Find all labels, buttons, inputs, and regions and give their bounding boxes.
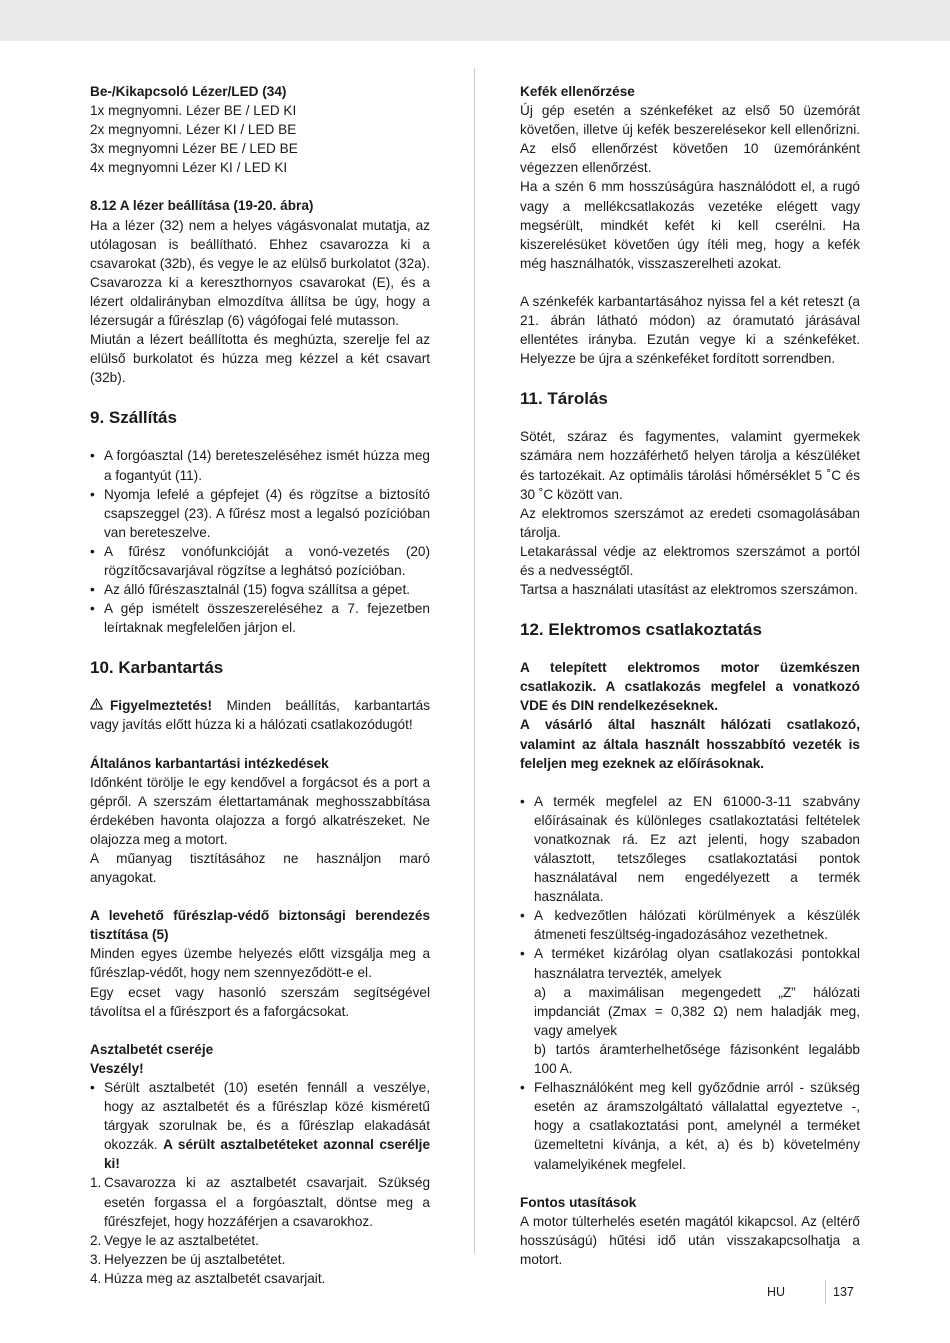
list-item [90,1078,430,1173]
brush-check-paragraph: Új gép esetén a szénkeféket az első 50 üzemórát követően, illetve új kefék beszerelésekor kell ellenőrizni. Az első ellenőrzést követően 10 üzemóránként végezzen ellenőrzést. [520,103,860,176]
list-item: • Az álló fűrészasztalnál (15) fogva szállítsa a gépet. [90,580,430,599]
storage-paragraph: Az elektromos szerszámot az eredeti csomagolásában tárolja. [520,505,860,540]
brush-check-title: Kefék ellenőrzése [520,84,635,99]
step-text: Helyezzen be új asztalbetétet. [104,1251,286,1267]
step-number: 4. [90,1270,102,1286]
brush-check-paragraph: A szénkefék karbantartásához nyissa fel a két reteszt (a 21. ábrán látható módon) az óramutató járásával ellentétes irányba. Ezután vegye ki a szénkeféket. Helyezze be újra a szénkeféket fordított sorrendben. [520,293,860,367]
electrical-bold-paragraph: A telepített elektromos motor üzemkészen csatlakozik. A csatlakozás megfelel a vonatkozó VDE és DIN rendelkezéseknek. [520,660,860,714]
warning-triangle-icon [90,696,104,715]
step-text: Vegye le az asztalbetétet. [104,1232,259,1248]
important-notes-title: Fontos utasítások [520,1194,637,1210]
electrical-list [520,792,860,1174]
danger-label: Veszély! [90,1060,144,1076]
guard-cleaning-paragraph: Minden egyes üzembe helyezés előtt vizsgálja meg a fűrészlap-védőt, hogy nem szennyeződött-e el. [90,946,430,981]
guard-cleaning-title: A levehető fűrészlap-védő biztonsági berendezés tisztítása (5) [90,908,430,943]
general-maintenance-title: Általános karbantartási intézkedések [90,755,329,771]
step-number: 3. [90,1251,102,1267]
list-item: • A gép ismételt összeszereléséhez a 7. fejezetben leírtaknak megfelelően járjon el. [90,599,430,637]
list-item: • A fűrész vonófunkcióját a vonó-vezetés (20) rögzítőcsavarjával rögzítse a leghátsó pozícióban. [90,542,430,580]
step-number: 2. [90,1232,102,1248]
step-item [90,1250,430,1269]
insert-warning-text: Sérült asztalbetét (10) esetén fennáll a veszélye, hogy az asztalbetét és a fűrészlap közé kisméretű tárgyak szorulnak be, és a fűrészlap elakadását okozzák. [104,1079,430,1153]
warning-paragraph [90,696,430,734]
list-item: • A forgóasztal (14) bereteszeléséhez ismét húzza meg a fogantyút (11). [90,446,430,484]
list-item: • Felhasználóként meg kell győződnie arról - szükség esetén az áramszolgáltató vállalattal egyeztetve -, hogy a csatlakoztatási pont, amelynél a terméket üzemeltetni kívánja, a két, a) és b) követelmény valamelyikének megfelel. [520,1078,860,1173]
laser-line: 4x megnyomni Lézer KI / LED KI [90,160,288,176]
guard-cleaning-paragraph: Egy ecset vagy hasonló szerszám segítségével távolítsa el a fűrészport és a faforgácsokat. [90,984,430,1019]
step-item [90,1269,430,1288]
table-insert-warning-list [90,1078,430,1173]
transport-list [90,446,430,637]
storage-paragraph: Letakarással védje az elektromos szerszámot a portól és a nedvességtől. [520,543,860,578]
step-item [90,1173,430,1230]
list-item [520,944,860,1078]
left-column [90,82,430,1288]
warning-text: Minden beállítás, karbantartás vagy javítás előtt húzza ki a hálózati csatlakozódugót! [90,698,430,733]
list-item: • A kedvezőtlen hálózati körülmények a készülék átmeneti feszültség-ingadozásához vezethetnek. [520,906,860,944]
insert-warning-bold: A sérült asztalbetéteket azonnal cserélje ki! [104,1137,430,1172]
laser-adjust-paragraph: Ha a lézer (32) nem a helyes vágásvonalat mutatja, az utólagosan is beállítható. Ehhez csavarozza ki a csavarokat (32b), és vegye le az elülső burkolatot (32a). Csavarozza ki a kereszthornyos csavarokat (E), és a lézert oldalirányban elmozdítva állítsa be úgy, hogy a lézersugár a fűrészlap (6) vágófogai felé mutasson. [90,217,430,329]
footer-separator [825,1280,826,1304]
list-item-sub-a: a) a maximálisan megengedett „Z” hálózati impdanciát (Zmax = 0,382 Ω) nem haladják meg, vagy amelyek [534,984,860,1038]
laser-line: 1x megnyomni. Lézer BE / LED KI [90,103,297,119]
section-12-heading: 12. Elektromos csatlakoztatás [520,620,762,640]
step-text: Húzza meg az asztalbetét csavarjait. [104,1270,326,1286]
list-item-intro: • A terméket kizárólag olyan csatlakozási pontokkal használatra tervezték, amelyek [534,946,860,981]
step-number: 1. [90,1175,102,1191]
section-10-heading: 10. Karbantartás [90,658,224,678]
general-maintenance-paragraph: A műanyag tisztításához ne használjon maró anyagokat. [90,851,430,886]
brush-check-paragraph: Ha a szén 6 mm hosszúságúra használódott el, a rugó vagy a mellékcsatlakozás vezetéke elégett vagy megsérült, mindkét kefét ki kell cserélni. Ha kiszerelésüket követően úgy ítéli meg, hogy a kefék még használhatók, visszaszerelheti azokat. [520,179,860,271]
general-maintenance-paragraph: Időnként törölje le egy kendővel a forgácsot és a port a gépről. A szerszám élettartamának meghosszabbítása érdekében havonta olajozza a forgó alkatrészeket. Ne olajozza meg a motort. [90,774,430,847]
table-insert-steps [90,1173,430,1288]
important-notes-paragraph: A motor túlterhelés esetén magától kikapcsol. Az (eltérő hosszúságú) hűtési idő után visszakapcsolhatja a motort. [520,1213,860,1267]
laser-adjust-paragraph: Miután a lézert beállította és meghúzta, szerelje fel az elülső burkolatot és húzza meg kézzel a két csavart (32b). [90,332,430,386]
step-item [90,1231,430,1250]
electrical-bold-paragraph: A vásárló által használt hálózati csatlakozó, valamint az általa használt hosszabbító vezeték is feleljen meg ezeknek az előírásoknak. [520,717,860,771]
section-11-heading: 11. Tárolás [520,389,608,409]
table-insert-title: Asztalbetét cseréje [90,1041,214,1057]
step-text: Csavarozza ki az asztalbetét csavarjait. Szükség esetén forgassa el a forgóasztalt, döntse meg a fűrészfejet, hogy hozzáférjen a csavarokhoz. [104,1175,430,1229]
page-number: 137 [833,1285,854,1299]
column-divider [474,68,475,1253]
storage-paragraph: Sötét, száraz és fagymentes, valamint gyermekek számára nem hozzáférhető helyen tárolja a készüléket és tartozékait. Az optimális tárolási hőmérséklet 5 ˚C és 30 ˚C között van. [520,429,860,502]
laser-switch-title: Be-/Kikapcsoló Lézer/LED (34) [90,84,287,99]
laser-line: 2x megnyomni. Lézer KI / LED BE [90,122,297,138]
right-column [520,82,860,1269]
list-item: • Nyomja lefelé a gépfejet (4) és rögzítse a biztosító csapszeggel (23). A fűrész most a legalsó pozícióban van bereteszelve. [90,485,430,542]
list-item: • A termék megfelel az EN 61000-3-11 szabvány előírásainak és különleges csatlakoztatási feltételek vonatkoznak rá. Ez azt jelenti, hogy szabadon választott, tetszőleges csatlakoztatási pontok használatával nem engedélyezett a termék használata. [520,792,860,907]
section-9-heading: 9. Szállítás [90,408,177,428]
list-item-sub-b: b) tartós áramterhelhetősége fázisonként legalább 100 A. [534,1041,860,1077]
storage-paragraph: Tartsa a használati utasítást az elektromos szerszámon. [520,582,858,598]
laser-adjust-title: 8.12 A lézer beállítása (19-20. ábra) [90,198,314,214]
footer-language: HU [767,1285,786,1299]
laser-line: 3x megnyomni Lézer BE / LED BE [90,141,298,157]
top-gray-bar [0,0,950,41]
warning-label: Figyelmeztetés! [110,698,212,714]
